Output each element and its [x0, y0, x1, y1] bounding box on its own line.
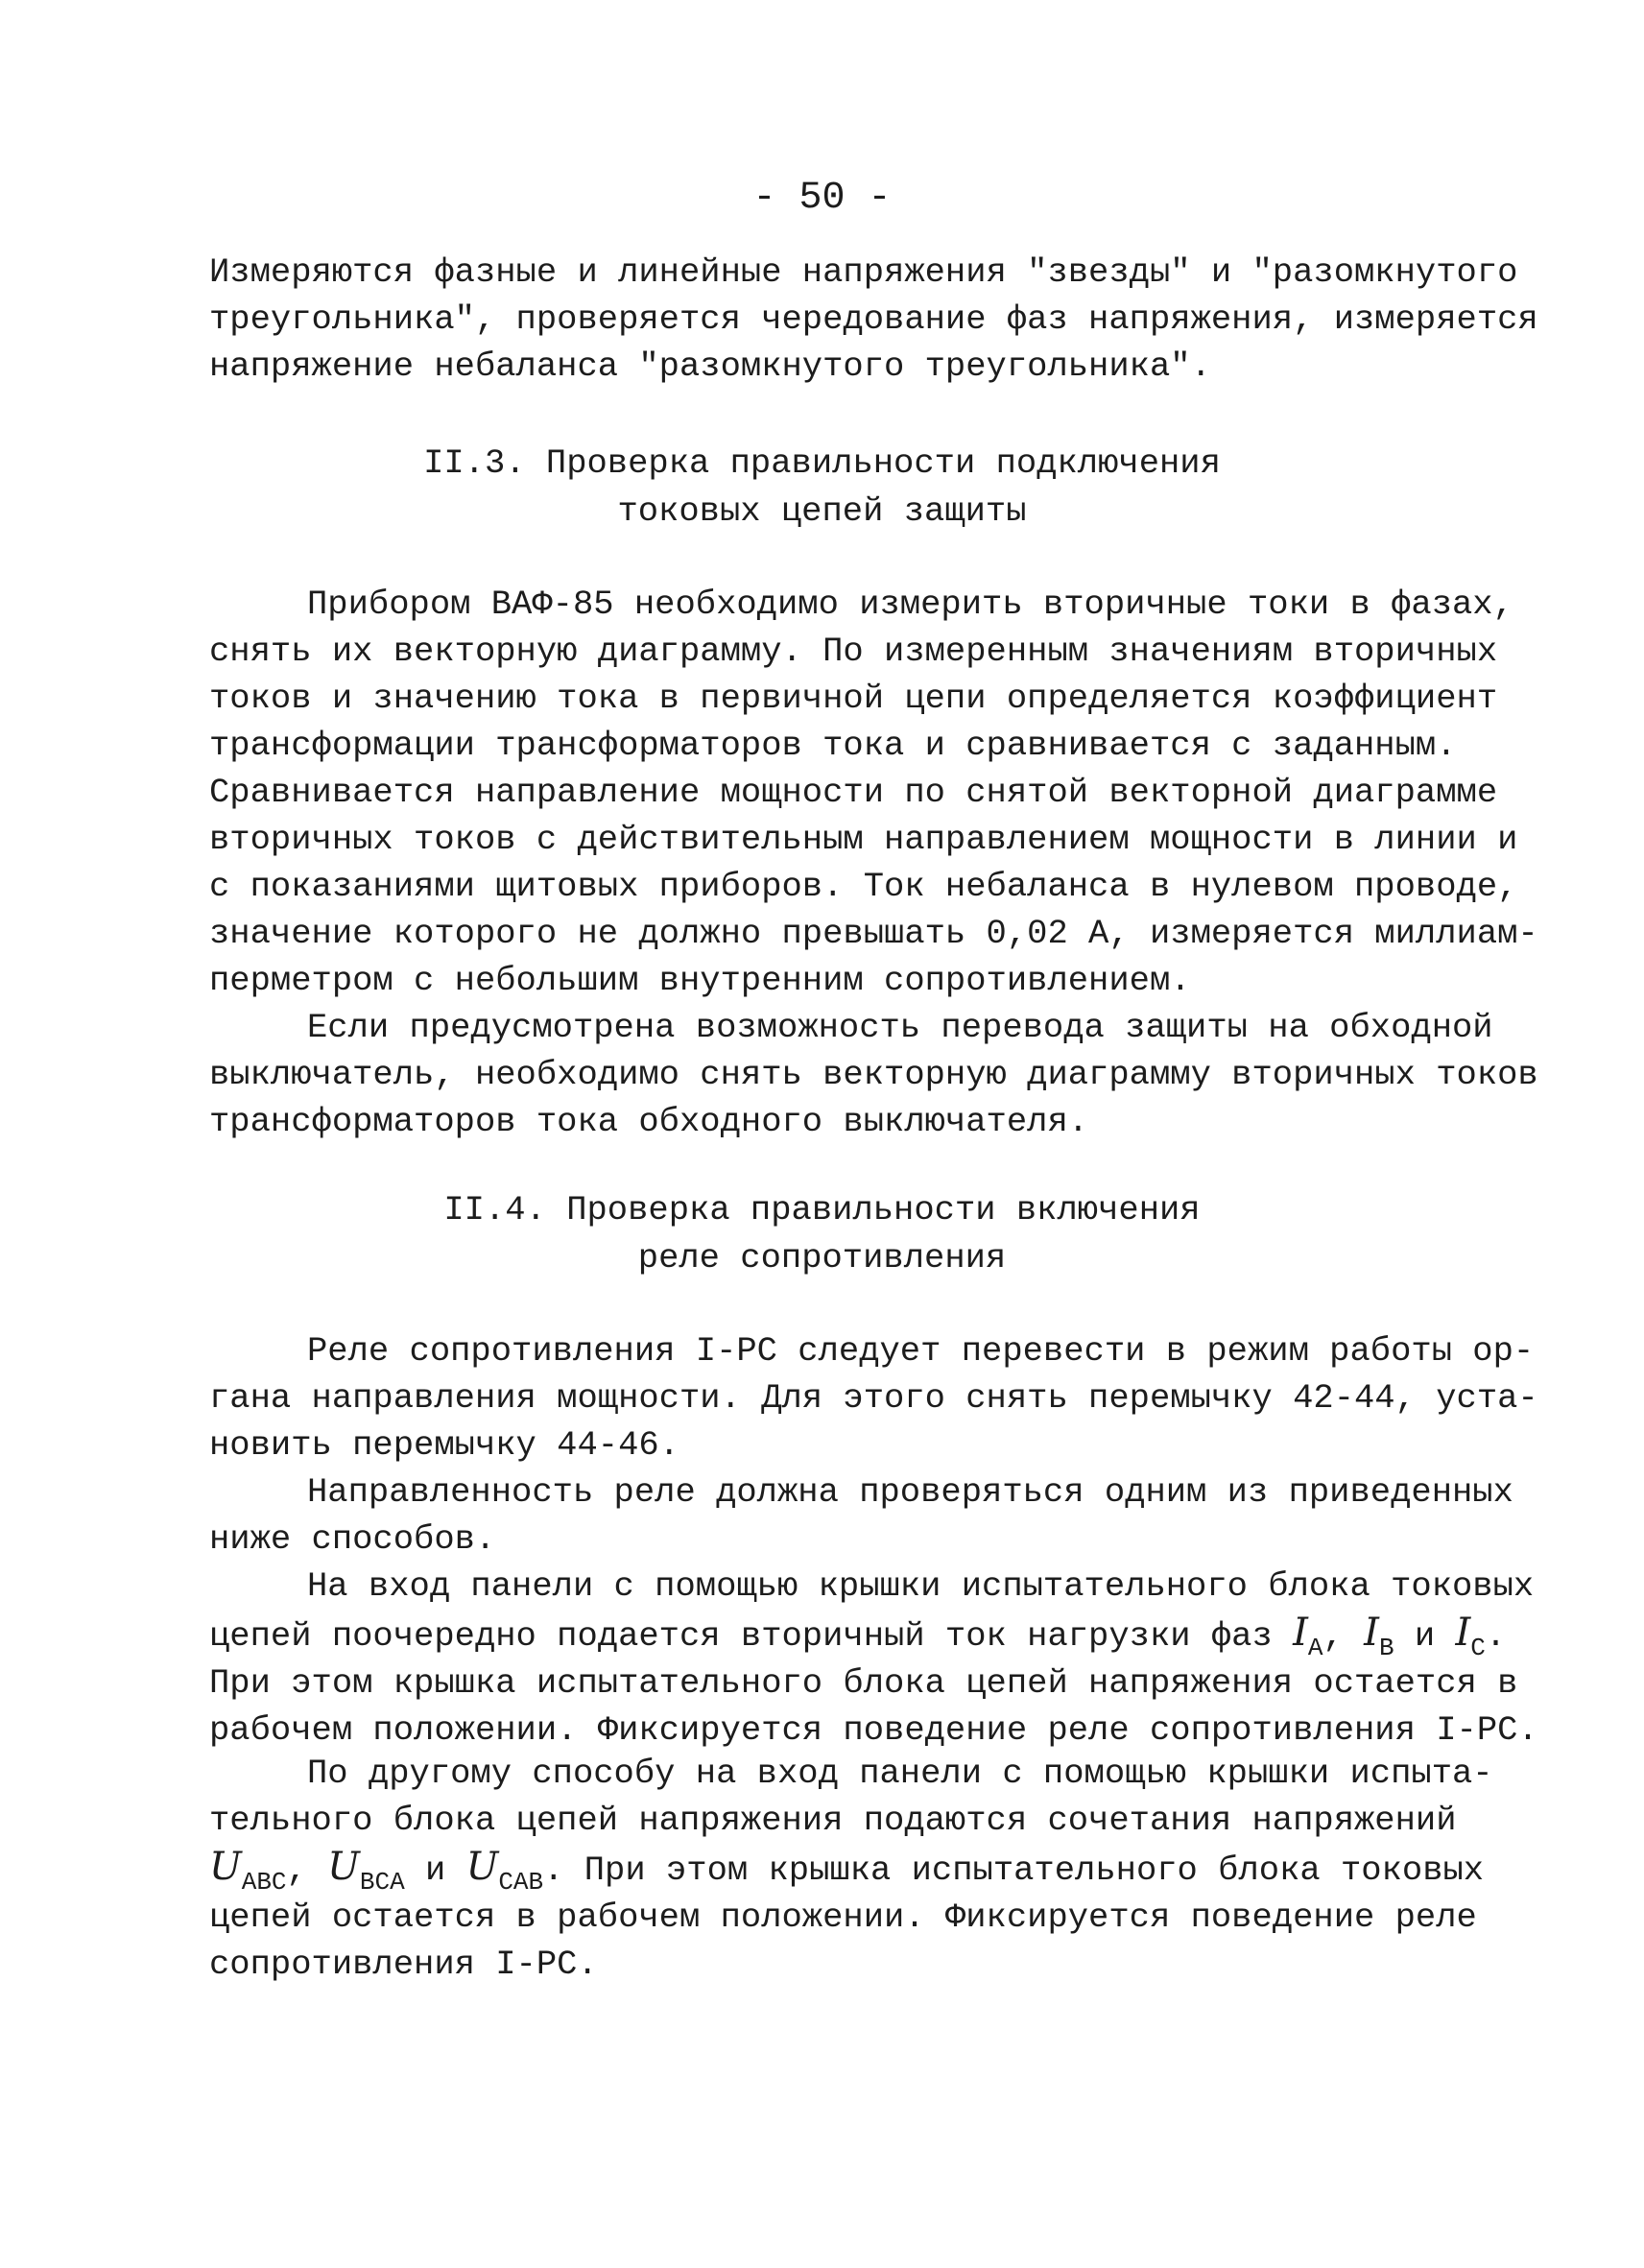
text-line: токов и значению тока в первичной цепи определяется коэффициент: [209, 679, 1498, 718]
text-line: вторичных токов с действительным направлением мощности в линии и: [209, 820, 1518, 859]
heading-line: II.4. Проверка правильности включения: [443, 1190, 1201, 1229]
text-line: перметром с небольшим внутренним сопротивлением.: [209, 961, 1191, 1000]
text-line-currents: цепей поочередно подается вторичный ток нагрузки фаз $I_A$, $I_B$ и $I_C$.: [209, 1611, 1507, 1662]
text-line: значение которого не должно превышать 0,02 А, измеряется миллиам-: [209, 914, 1538, 953]
text-line: сопротивления I-РС.: [209, 1945, 598, 1984]
section-11-4-paragraph-2: [209, 1468, 1513, 1563]
text-line: Измеряются фазные и линейные напряжения "звезды" и "разомкнутого: [209, 252, 1518, 292]
text-line: Сравнивается направление мощности по снятой векторной диаграмме: [209, 773, 1498, 812]
page-number: - 50 -: [752, 177, 892, 220]
subscript: BCA: [359, 1868, 405, 1897]
text-fragment: цепей поочередно подается вторичный ток нагрузки фаз: [209, 1616, 1273, 1656]
conjunction: и: [424, 1850, 446, 1890]
current-symbol: I: [1455, 1611, 1471, 1655]
text-line: новить перемычку 44-46.: [209, 1425, 679, 1465]
section-11-4-paragraph-3: [209, 1563, 1538, 1754]
current-symbol: I: [1293, 1611, 1308, 1655]
section-11-3-paragraph-2: [209, 1004, 1538, 1145]
text-line: трансформаторов тока обходного выключателя.: [209, 1102, 1089, 1141]
text-line: напряжение небаланса "разомкнутого треугольника".: [209, 346, 1211, 386]
current-symbol: I: [1364, 1611, 1379, 1655]
heading-line: токовых цепей защиты: [617, 491, 1027, 531]
intro-paragraph: [209, 249, 1538, 390]
text-line: Реле сопротивления I-РС следует перевести в режим работы ор-: [307, 1331, 1535, 1371]
subscript: A: [1307, 1634, 1323, 1662]
section-11-3-paragraph-1: [209, 581, 1538, 1004]
section-heading-11-4: [0, 1186, 1644, 1282]
text-line: При этом крышка испытательного блока цепей напряжения остается в: [209, 1663, 1518, 1703]
text-line: На вход панели с помощью крышки испытательного блока токовых: [307, 1566, 1535, 1606]
section-11-4-paragraph-4: [209, 1750, 1493, 1988]
text-line: Направленность реле должна проверяться одним из приведенных: [307, 1472, 1513, 1512]
heading-line: II.3. Проверка правильности подключения: [423, 443, 1221, 483]
conjunction: и: [1414, 1616, 1436, 1656]
voltage-symbol: U: [327, 1845, 360, 1889]
text-fragment: При этом крышка испытательного блока токовых: [584, 1850, 1485, 1890]
text-line: цепей остается в рабочем положении. Фиксируется поведение реле: [209, 1898, 1477, 1937]
text-line: ниже способов.: [209, 1519, 496, 1559]
text-line-voltages: $U_{ABC}$, $U_{BCA}$ и $U_{CAB}$. При этом крышка испытательного блока токовых: [209, 1845, 1485, 1897]
subscript: B: [1378, 1634, 1394, 1662]
text-line: Если предусмотрена возможность перевода защиты на обходной: [307, 1008, 1493, 1047]
section-heading-11-3: [0, 440, 1644, 536]
text-line: рабочем положении. Фиксируется поведение реле сопротивления I-РС.: [209, 1710, 1538, 1750]
subscript: C: [1470, 1634, 1486, 1662]
text-line: треугольника", проверяется чередование фаз напряжения, измеряется: [209, 299, 1538, 339]
text-line: По другому способу на вход панели с помощью крышки испыта-: [307, 1754, 1493, 1793]
subscript: CAB: [498, 1868, 544, 1897]
text-line: с показаниями щитовых приборов. Ток небаланса в нулевом проводе,: [209, 867, 1518, 906]
text-line: гана направления мощности. Для этого снять перемычку 42-44, уста-: [209, 1378, 1538, 1418]
voltage-symbol: U: [465, 1845, 499, 1889]
text-line: выключатель, необходимо снять векторную диаграмму вторичных токов: [209, 1055, 1538, 1094]
subscript: ABC: [241, 1868, 287, 1897]
text-line: тельного блока цепей напряжения подаются сочетания напряжений: [209, 1801, 1457, 1840]
text-line: снять их векторную диаграмму. По измеренным значениям вторичных: [209, 632, 1498, 671]
section-11-4-paragraph-1: [209, 1327, 1538, 1468]
text-line: Прибором ВАФ-85 необходимо измерить вторичные токи в фазах,: [307, 585, 1513, 624]
heading-line: реле сопротивления: [637, 1238, 1007, 1277]
text-line: трансформации трансформаторов тока и сравнивается с заданным.: [209, 726, 1457, 765]
voltage-symbol: U: [209, 1845, 242, 1889]
